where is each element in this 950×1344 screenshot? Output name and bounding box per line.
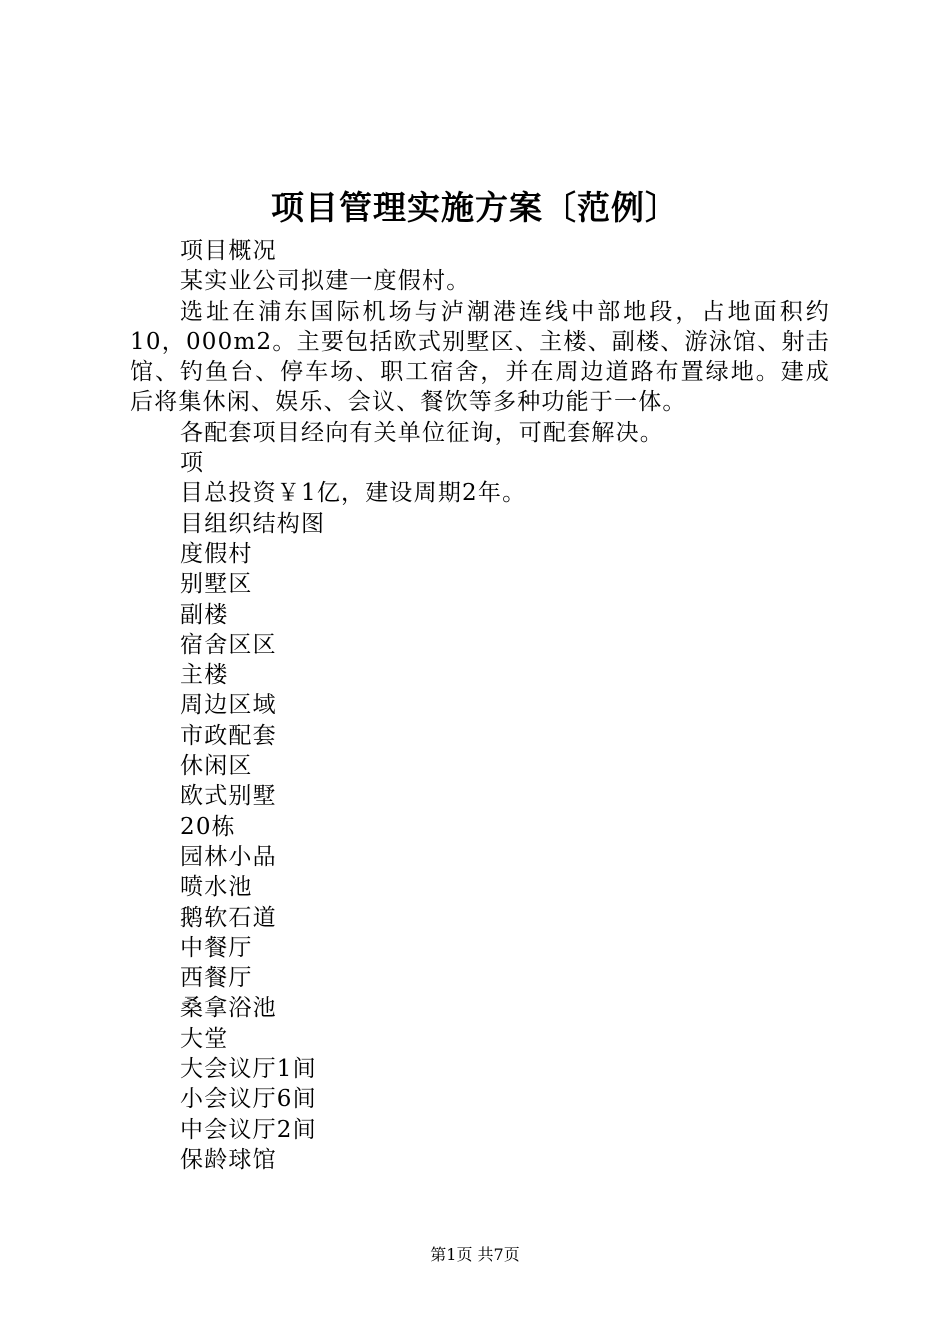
org-chart-item: 市政配套 [180, 722, 277, 749]
org-chart-item: 休闲区 [180, 753, 253, 780]
org-chart-item: 西餐厅 [180, 965, 253, 992]
org-chart-item: 中餐厅 [180, 934, 253, 961]
org-chart-item: 大堂 [180, 1025, 229, 1052]
document-body [130, 236, 830, 1175]
paragraph-supporting-projects: 各配套项目经向有关单位征询，可配套解决。 [180, 419, 664, 446]
org-chart-item: 别墅区 [180, 571, 253, 598]
org-chart-item: 园林小品 [180, 843, 277, 870]
org-chart-item: 欧式别墅 [180, 783, 277, 810]
org-chart-item: 主楼 [180, 662, 229, 689]
org-chart-item: 桑拿浴池 [180, 995, 277, 1022]
document-title: 项目管理实施方案〔范例〕 [271, 188, 679, 227]
org-chart-item: 保龄球馆 [180, 1146, 277, 1173]
org-chart-item: 宿舍区区 [180, 631, 277, 658]
page-footer: 第1页 共7页 [430, 1245, 520, 1264]
org-chart-item: 大会议厅1间 [180, 1056, 317, 1083]
paragraph-fragment: 项 [180, 450, 205, 477]
org-chart-item: 鹅软石道 [180, 904, 277, 931]
org-chart-item: 小会议厅6间 [180, 1086, 317, 1113]
org-chart-item: 周边区域 [180, 692, 277, 719]
org-chart-item: 喷水池 [180, 874, 253, 901]
paragraph-org-chart-heading: 目组织结构图 [180, 510, 326, 537]
org-chart-item: 度假村 [180, 540, 253, 567]
paragraph-overview-heading: 项目概况 [180, 238, 277, 264]
paragraph-company-plan: 某实业公司拟建一度假村。 [180, 268, 471, 295]
paragraph-investment: 目总投资￥1亿，建设周期2年。 [180, 480, 527, 507]
org-chart-item: 中会议厅2间 [180, 1116, 317, 1143]
paragraph-site-description: 选址在浦东国际机场与泸潮港连线中部地段，占地面积约10，000m2。主要包括欧式别墅区、主楼、副楼、游泳馆、射击馆、钓鱼台、停车场、职工宿舍，并在周边道路布置绿地。建成后将集休闲、娱乐、会议、餐饮等多种功能于一体。 [130, 298, 830, 416]
org-chart-item: 20栋 [180, 813, 236, 840]
org-chart-item: 副楼 [180, 601, 229, 628]
